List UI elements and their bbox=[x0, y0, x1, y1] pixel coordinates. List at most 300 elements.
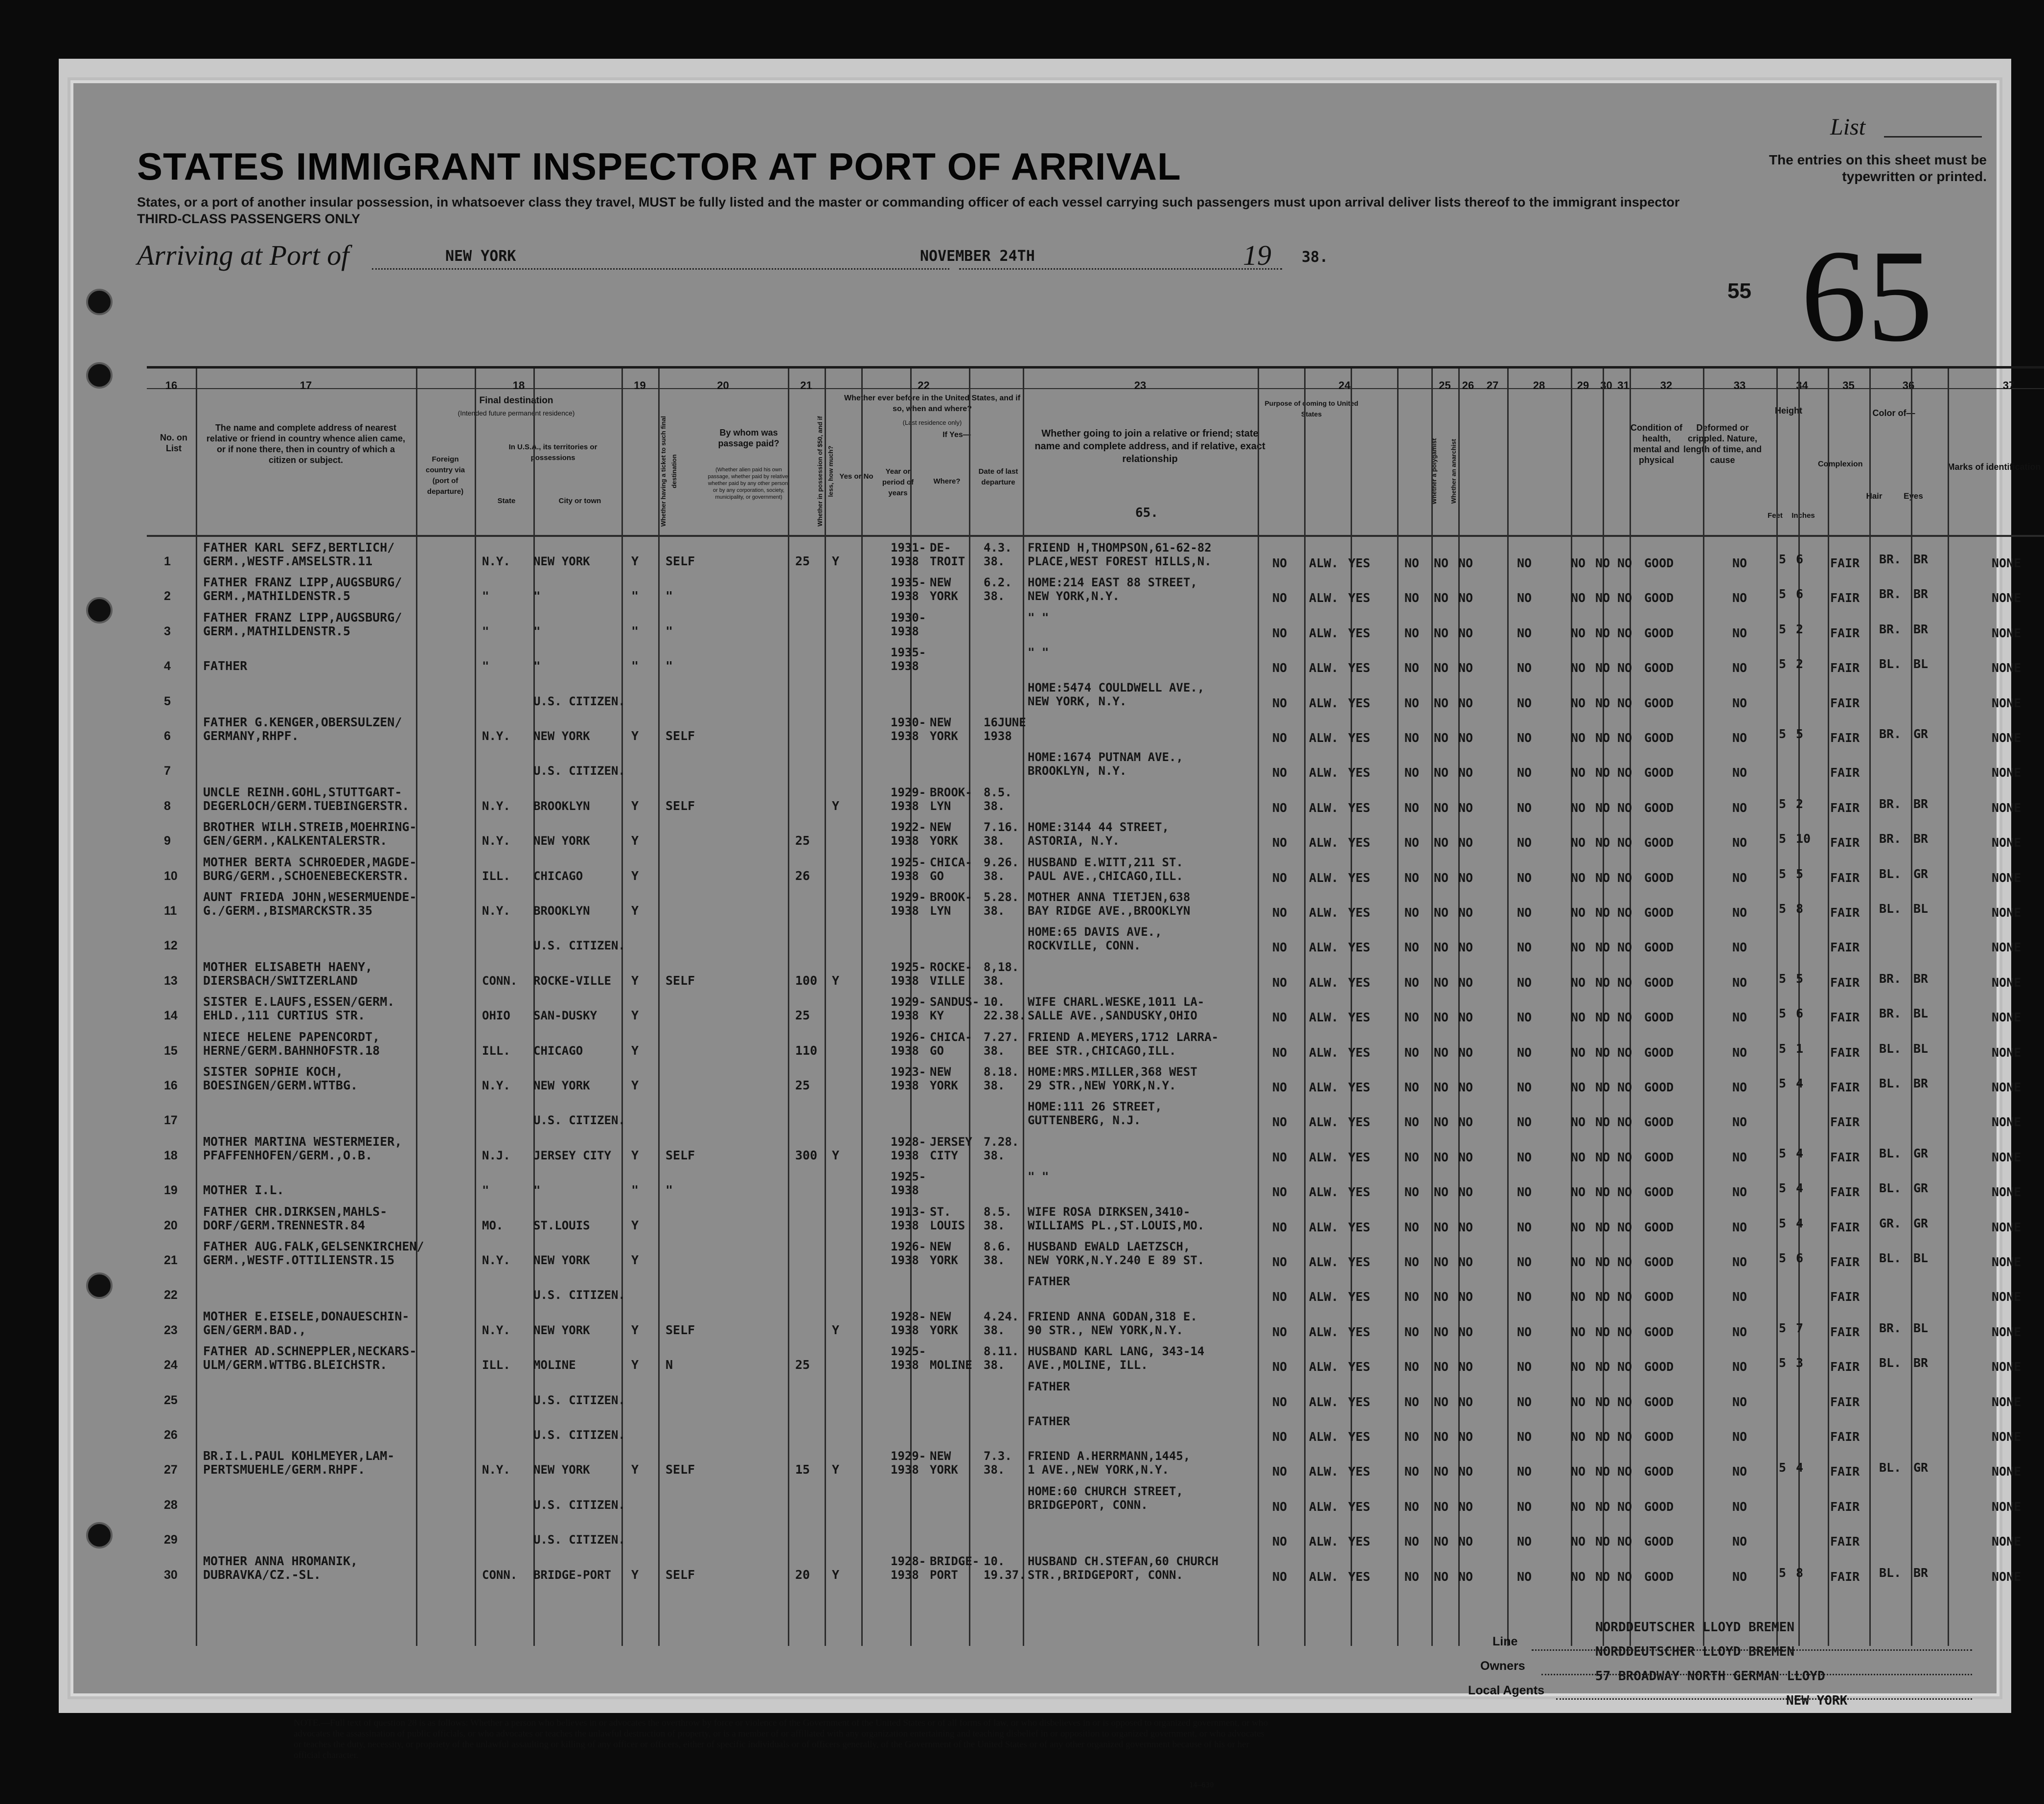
purpose-1: NO bbox=[1272, 625, 1287, 640]
paid-by-value: SELF bbox=[666, 798, 695, 813]
marks-value: NONE bbox=[1992, 1220, 2021, 1234]
destination-city: NEW YORK bbox=[533, 1079, 590, 1092]
q30: NO bbox=[1595, 1045, 1610, 1060]
health-value: GOOD bbox=[1644, 800, 1674, 815]
eyes-value: GR bbox=[1913, 866, 1929, 881]
height-inches: 2 bbox=[1796, 657, 1804, 671]
row-number: 4 bbox=[164, 659, 171, 673]
ticket-value: Y bbox=[631, 1253, 639, 1267]
before-yes-no: Y bbox=[832, 973, 840, 988]
health-value: GOOD bbox=[1644, 1290, 1674, 1304]
year-line-1: 1925- bbox=[891, 1170, 926, 1184]
marks-value: NONE bbox=[1992, 1045, 2021, 1060]
row-number: 28 bbox=[164, 1498, 178, 1512]
date-value: NOVEMBER 24TH bbox=[920, 248, 1035, 265]
height-inches: 4 bbox=[1796, 1146, 1804, 1160]
where-line-1: NEW bbox=[930, 716, 951, 729]
q30: NO bbox=[1595, 1220, 1610, 1234]
destination-city: U.S. CITIZEN. bbox=[533, 1533, 625, 1547]
height-inches: 4 bbox=[1796, 1216, 1804, 1230]
purpose-2: ALW. bbox=[1309, 905, 1339, 920]
purpose-2: ALW. bbox=[1309, 591, 1339, 605]
q25: NO bbox=[1404, 1534, 1420, 1549]
q30: NO bbox=[1595, 661, 1610, 675]
hair-value: BL. bbox=[1879, 1076, 1902, 1090]
q27: NO bbox=[1458, 835, 1473, 850]
q26: NO bbox=[1434, 975, 1449, 990]
deformed-value: NO bbox=[1732, 905, 1747, 920]
table-row bbox=[147, 1551, 2044, 1586]
column-number: 23 bbox=[1134, 379, 1147, 392]
eyes-value: GR bbox=[1913, 727, 1929, 741]
q30: NO bbox=[1595, 1010, 1610, 1025]
q29: NO bbox=[1571, 1394, 1586, 1409]
q25: NO bbox=[1404, 905, 1420, 920]
purpose-1: NO bbox=[1272, 1045, 1287, 1060]
relative-line-1: NIECE HELENE PAPENCORDT, bbox=[203, 1029, 380, 1044]
relative-line-2: G./GERM.,BISMARCKSTR.35 bbox=[203, 903, 373, 918]
column-number: 26 bbox=[1462, 379, 1474, 392]
joining-line-1: HOME:214 EAST 88 STREET, bbox=[1028, 576, 1197, 590]
q30: NO bbox=[1595, 1255, 1610, 1269]
table-row bbox=[147, 1306, 2044, 1341]
row-number: 6 bbox=[164, 729, 171, 743]
column-number: 21 bbox=[800, 379, 812, 392]
height-inches: 6 bbox=[1796, 1251, 1804, 1265]
height-feet: 5 bbox=[1779, 1041, 1787, 1056]
purpose-1: NO bbox=[1272, 695, 1287, 710]
table-row bbox=[147, 712, 2044, 747]
destination-city: JERSEY CITY bbox=[533, 1148, 611, 1162]
destination-city: " bbox=[533, 659, 541, 673]
q25: NO bbox=[1404, 870, 1420, 885]
relative-line-2: PERTSMUEHLE/GERM.RHPF. bbox=[203, 1462, 366, 1477]
table-row bbox=[147, 1481, 2044, 1516]
eyes-value: BR bbox=[1913, 1565, 1929, 1580]
q31: NO bbox=[1617, 1010, 1632, 1025]
year-line-1: 1935- bbox=[891, 646, 926, 660]
q27: NO bbox=[1458, 1080, 1473, 1094]
joining-line-2: BEE STR.,CHICAGO,ILL. bbox=[1028, 1043, 1176, 1058]
ticket-value: " bbox=[631, 659, 639, 673]
header-polygamist: Whether a polygamist bbox=[1430, 438, 1438, 505]
q29: NO bbox=[1571, 905, 1586, 920]
destination-city: BRIDGE-PORT bbox=[533, 1568, 611, 1582]
joining-line-1: " " bbox=[1028, 1170, 1049, 1184]
q28: NO bbox=[1517, 661, 1532, 675]
q31: NO bbox=[1617, 975, 1632, 990]
where-line-2: YORK bbox=[930, 589, 958, 603]
q29: NO bbox=[1571, 731, 1586, 745]
q31: NO bbox=[1617, 1080, 1632, 1094]
where-line-2: YORK bbox=[930, 1323, 958, 1337]
purpose-3: YES bbox=[1348, 1534, 1371, 1549]
departure-line-2: 22.38. bbox=[984, 1009, 1026, 1023]
joining-line-1: MOTHER ANNA TIETJEN,638 bbox=[1028, 890, 1191, 904]
destination-state: ILL. bbox=[482, 869, 510, 883]
q31: NO bbox=[1617, 940, 1632, 955]
complexion-value: FAIR bbox=[1830, 1255, 1860, 1269]
q27: NO bbox=[1458, 870, 1473, 885]
eyes-value: BR bbox=[1913, 587, 1929, 601]
joining-line-1: " " bbox=[1028, 610, 1049, 624]
q27: NO bbox=[1458, 1569, 1473, 1584]
table-row bbox=[147, 677, 2044, 712]
manifest-table bbox=[147, 366, 2044, 1646]
table-row bbox=[147, 537, 2044, 572]
complexion-value: FAIR bbox=[1830, 1080, 1860, 1094]
where-line-2: CITY bbox=[930, 1148, 958, 1162]
q28: NO bbox=[1517, 835, 1532, 850]
port-fill-line bbox=[372, 268, 949, 270]
q25: NO bbox=[1404, 661, 1420, 675]
complexion-value: FAIR bbox=[1830, 800, 1860, 815]
destination-city: CHICAGO bbox=[533, 869, 583, 883]
q25: NO bbox=[1404, 1464, 1420, 1479]
row-number: 18 bbox=[164, 1148, 178, 1162]
row-number: 23 bbox=[164, 1323, 178, 1337]
q25: NO bbox=[1404, 556, 1420, 570]
departure-line-1: 7.3. bbox=[984, 1449, 1012, 1463]
q29: NO bbox=[1571, 591, 1586, 605]
row-number: 27 bbox=[164, 1463, 178, 1477]
height-inches: 4 bbox=[1796, 1460, 1804, 1475]
relative-line-2: DEGERLOCH/GERM.TUEBINGERSTR. bbox=[203, 798, 410, 813]
destination-city: U.S. CITIZEN. bbox=[533, 1428, 625, 1442]
where-line-1: CHICA- bbox=[930, 855, 972, 869]
height-feet: 5 bbox=[1779, 866, 1787, 881]
q28: NO bbox=[1517, 905, 1532, 920]
complexion-value: FAIR bbox=[1830, 625, 1860, 640]
departure-line-2: 38. bbox=[984, 869, 1005, 883]
purpose-3: YES bbox=[1348, 1220, 1371, 1234]
purpose-3: YES bbox=[1348, 731, 1371, 745]
q27: NO bbox=[1458, 1150, 1473, 1164]
agents-value: 57 BROADWAY NORTH GERMAN LLOYD bbox=[1595, 1669, 1825, 1684]
eyes-value: BL bbox=[1913, 1041, 1929, 1056]
column-number: 25 bbox=[1439, 379, 1451, 392]
purpose-1: NO bbox=[1272, 765, 1287, 780]
where-line-2: YORK bbox=[930, 1079, 958, 1092]
purpose-2: ALW. bbox=[1309, 1010, 1339, 1025]
health-value: GOOD bbox=[1644, 591, 1674, 605]
q26: NO bbox=[1434, 835, 1449, 850]
paid-by-value: " bbox=[666, 659, 673, 673]
deformed-value: NO bbox=[1732, 661, 1747, 675]
purpose-2: ALW. bbox=[1309, 1045, 1339, 1060]
purpose-3: YES bbox=[1348, 1499, 1371, 1514]
deformed-value: NO bbox=[1732, 1255, 1747, 1269]
height-inches: 8 bbox=[1796, 1565, 1804, 1580]
q27: NO bbox=[1458, 1499, 1473, 1514]
complexion-value: FAIR bbox=[1830, 1394, 1860, 1409]
complexion-value: FAIR bbox=[1830, 1464, 1860, 1479]
complexion-value: FAIR bbox=[1830, 1185, 1860, 1200]
departure-line-1: 4.24. bbox=[984, 1309, 1019, 1323]
where-line-1: BROOK- bbox=[930, 890, 972, 904]
joining-line-1: FRIEND ANNA GODAN,318 E. bbox=[1028, 1309, 1197, 1323]
q25: NO bbox=[1404, 1150, 1420, 1164]
where-line-1: BRIDGE- bbox=[930, 1554, 980, 1568]
table-row bbox=[147, 1411, 2044, 1446]
header-paid-by: By whom was passage paid? bbox=[718, 428, 780, 448]
destination-state: ILL. bbox=[482, 1043, 510, 1058]
health-value: GOOD bbox=[1644, 975, 1674, 990]
height-inches: 5 bbox=[1796, 971, 1804, 986]
destination-state: MO. bbox=[482, 1218, 504, 1232]
departure-line-1: 8.11. bbox=[984, 1344, 1019, 1359]
q31: NO bbox=[1617, 591, 1632, 605]
year-line-1: 1923- bbox=[891, 1065, 926, 1079]
q26: NO bbox=[1434, 1464, 1449, 1479]
ticket-value: Y bbox=[631, 1078, 639, 1092]
joining-line-1: FATHER bbox=[1028, 1414, 1070, 1428]
departure-line-2: 38. bbox=[984, 1358, 1005, 1372]
year-line-2: 1938 bbox=[891, 589, 919, 603]
q31: NO bbox=[1617, 1360, 1632, 1374]
relative-line-2: MOTHER I.L. bbox=[203, 1183, 284, 1198]
purpose-1: NO bbox=[1272, 1464, 1287, 1479]
where-line-1: NEW bbox=[930, 1309, 951, 1323]
q28: NO bbox=[1517, 1290, 1532, 1304]
eyes-value: BR bbox=[1913, 796, 1929, 811]
hair-value: BR. bbox=[1879, 796, 1902, 811]
q27: NO bbox=[1458, 1430, 1473, 1444]
relative-line-2: BURG/GERM.,SCHOENEBECKERSTR. bbox=[203, 868, 410, 883]
arriving-label: Arriving at Port of bbox=[137, 239, 349, 271]
year-line-1: 1926- bbox=[891, 1240, 926, 1253]
header-yes-no: Yes or No bbox=[839, 472, 873, 481]
q26: NO bbox=[1434, 1499, 1449, 1514]
where-line-2: YORK bbox=[930, 834, 958, 848]
deformed-value: NO bbox=[1732, 695, 1747, 710]
header-in-usa: In U.S.A., its territories or possessions bbox=[508, 443, 597, 462]
q30: NO bbox=[1595, 835, 1610, 850]
destination-city: NEW YORK bbox=[533, 1323, 590, 1337]
q31: NO bbox=[1617, 556, 1632, 570]
height-inches: 5 bbox=[1796, 727, 1804, 741]
ticket-value: Y bbox=[631, 554, 639, 568]
port-value: NEW YORK bbox=[445, 248, 516, 265]
deformed-value: NO bbox=[1732, 1464, 1747, 1479]
table-row bbox=[147, 1062, 2044, 1096]
q31: NO bbox=[1617, 1255, 1632, 1269]
complexion-value: FAIR bbox=[1830, 905, 1860, 920]
departure-line-1: 8,18. bbox=[984, 960, 1019, 974]
q28: NO bbox=[1517, 695, 1532, 710]
purpose-2: ALW. bbox=[1309, 835, 1339, 850]
purpose-1: NO bbox=[1272, 1534, 1287, 1549]
q28: NO bbox=[1517, 1185, 1532, 1200]
purpose-3: YES bbox=[1348, 1430, 1371, 1444]
destination-city: U.S. CITIZEN. bbox=[533, 1393, 625, 1407]
purpose-1: NO bbox=[1272, 800, 1287, 815]
relative-line-1: FATHER FRANZ LIPP,AUGSBURG/ bbox=[203, 610, 402, 624]
paid-by-value: " bbox=[666, 1183, 673, 1198]
marks-value: NONE bbox=[1992, 800, 2021, 815]
where-line-2: PORT bbox=[930, 1568, 958, 1582]
q28: NO bbox=[1517, 1045, 1532, 1060]
table-row bbox=[147, 817, 2044, 852]
health-value: GOOD bbox=[1644, 661, 1674, 675]
owners-label: Owners bbox=[1480, 1659, 1525, 1673]
departure-line-2: 38. bbox=[984, 1079, 1005, 1092]
where-line-2: GO bbox=[930, 1043, 944, 1058]
q31: NO bbox=[1617, 870, 1632, 885]
purpose-2: ALW. bbox=[1309, 1115, 1339, 1130]
purpose-3: YES bbox=[1348, 1115, 1371, 1130]
complexion-value: FAIR bbox=[1830, 1324, 1860, 1339]
column-number: 18 bbox=[512, 379, 525, 392]
q26: NO bbox=[1434, 1430, 1449, 1444]
ticket-value: Y bbox=[631, 868, 639, 883]
header-purpose: Purpose of coming to United States bbox=[1264, 399, 1358, 418]
year-line-1: 1929- bbox=[891, 995, 926, 1009]
row-number: 19 bbox=[164, 1183, 178, 1198]
q27: NO bbox=[1458, 1045, 1473, 1060]
destination-state: " bbox=[482, 1183, 489, 1198]
destination-city: ROCKE-VILLE bbox=[533, 973, 611, 988]
header-foreign-country: Foreign country via (port of departure) bbox=[425, 455, 465, 496]
q29: NO bbox=[1571, 1045, 1586, 1060]
deformed-value: NO bbox=[1732, 975, 1747, 990]
q25: NO bbox=[1404, 800, 1420, 815]
q25: NO bbox=[1404, 1324, 1420, 1339]
deformed-value: NO bbox=[1732, 1569, 1747, 1584]
departure-line-2: 38. bbox=[984, 799, 1005, 813]
purpose-1: NO bbox=[1272, 1185, 1287, 1200]
row-number: 29 bbox=[164, 1533, 178, 1547]
year-line-1: 1925- bbox=[891, 960, 926, 974]
q29: NO bbox=[1571, 1290, 1586, 1304]
complexion-value: FAIR bbox=[1830, 870, 1860, 885]
deformed-value: NO bbox=[1732, 1220, 1747, 1234]
binder-hole bbox=[86, 1522, 113, 1549]
q29: NO bbox=[1571, 661, 1586, 675]
q29: NO bbox=[1571, 1115, 1586, 1130]
where-line-1: CHICA- bbox=[930, 1030, 972, 1044]
where-line-1: NEW bbox=[930, 1449, 951, 1463]
marks-value: NONE bbox=[1992, 1394, 2021, 1409]
q27: NO bbox=[1458, 1290, 1473, 1304]
relative-line-2: DORF/GERM.TRENNESTR.84 bbox=[203, 1218, 366, 1232]
row-number: 3 bbox=[164, 624, 171, 638]
purpose-2: ALW. bbox=[1309, 1499, 1339, 1514]
money-value: 25 bbox=[795, 554, 810, 568]
q28: NO bbox=[1517, 625, 1532, 640]
purpose-2: ALW. bbox=[1309, 1324, 1339, 1339]
height-feet: 5 bbox=[1779, 587, 1787, 601]
joining-line-2: 90 STR., NEW YORK,N.Y. bbox=[1028, 1323, 1183, 1337]
destination-city: BROOKLYN bbox=[533, 904, 590, 918]
q27: NO bbox=[1458, 1220, 1473, 1234]
joining-line-1: FRIEND A.MEYERS,1712 LARRA- bbox=[1028, 1030, 1219, 1044]
header-before-us: Whether ever before in the United States, and if so, when and where? bbox=[844, 394, 1021, 413]
destination-state: " bbox=[482, 589, 489, 603]
purpose-1: NO bbox=[1272, 1115, 1287, 1130]
ticket-value: Y bbox=[631, 833, 639, 848]
eyes-value: GR bbox=[1913, 1460, 1929, 1475]
q29: NO bbox=[1571, 870, 1586, 885]
departure-line-1: 5.28. bbox=[984, 890, 1019, 904]
q25: NO bbox=[1404, 1360, 1420, 1374]
year-line-2: 1938 bbox=[891, 1568, 919, 1582]
header-condition: Condition of health, mental and physical bbox=[1631, 423, 1682, 465]
marks-value: NONE bbox=[1992, 940, 2021, 955]
joining-line-2: BRIDGEPORT, CONN. bbox=[1028, 1498, 1148, 1512]
q30: NO bbox=[1595, 1324, 1610, 1339]
relative-line-2: GEN/GERM.BAD., bbox=[203, 1322, 306, 1337]
header-anarchist: Whether an anarchist bbox=[1450, 439, 1457, 504]
q31: NO bbox=[1617, 1290, 1632, 1304]
q29: NO bbox=[1571, 800, 1586, 815]
year-line-1: 1925- bbox=[891, 855, 926, 869]
before-yes-no: Y bbox=[832, 798, 840, 813]
year-line-1: 1931- bbox=[891, 541, 926, 555]
departure-line-2: 38. bbox=[984, 1043, 1005, 1058]
header-color-of: Color of— bbox=[1872, 408, 1915, 418]
hair-value: BR. bbox=[1879, 832, 1902, 846]
q29: NO bbox=[1571, 1324, 1586, 1339]
before-yes-no: Y bbox=[832, 1322, 840, 1337]
eyes-value: GR bbox=[1913, 1146, 1929, 1160]
relative-line-1: FATHER CHR.DIRKSEN,MAHLS- bbox=[203, 1204, 388, 1219]
q25: NO bbox=[1404, 1290, 1420, 1304]
complexion-value: FAIR bbox=[1830, 940, 1860, 955]
row-number: 2 bbox=[164, 589, 171, 603]
marks-value: NONE bbox=[1992, 1255, 2021, 1269]
destination-city: MOLINE bbox=[533, 1358, 576, 1372]
height-inches: 6 bbox=[1796, 587, 1804, 601]
year-line-2: 1938 bbox=[891, 799, 919, 813]
year-line-2: 1938 bbox=[891, 1079, 919, 1092]
year-line-1: 1930- bbox=[891, 716, 926, 729]
q26: NO bbox=[1434, 800, 1449, 815]
page-title: STATES IMMIGRANT INSPECTOR AT PORT OF ARRIVAL bbox=[137, 145, 1181, 188]
health-value: GOOD bbox=[1644, 940, 1674, 955]
purpose-3: YES bbox=[1348, 591, 1371, 605]
year-line-2: 1938 bbox=[891, 1253, 919, 1267]
q31: NO bbox=[1617, 1220, 1632, 1234]
height-inches: 3 bbox=[1796, 1356, 1804, 1370]
header-state: State bbox=[497, 497, 516, 505]
joining-line-1: HOME:3144 44 STREET, bbox=[1028, 820, 1169, 834]
q26: NO bbox=[1434, 940, 1449, 955]
q26: NO bbox=[1434, 1290, 1449, 1304]
q29: NO bbox=[1571, 975, 1586, 990]
binder-hole bbox=[86, 289, 113, 315]
where-line-1: DE- bbox=[930, 541, 951, 555]
purpose-3: YES bbox=[1348, 800, 1371, 815]
year-line-1: 1913- bbox=[891, 1204, 926, 1219]
deformed-value: NO bbox=[1732, 765, 1747, 780]
table-row bbox=[147, 642, 2044, 677]
q28: NO bbox=[1517, 870, 1532, 885]
purpose-2: ALW. bbox=[1309, 1569, 1339, 1584]
q26: NO bbox=[1434, 556, 1449, 570]
q28: NO bbox=[1517, 1324, 1532, 1339]
purpose-1: NO bbox=[1272, 1499, 1287, 1514]
year-line-2: 1938 bbox=[891, 1043, 919, 1058]
year-line-2: 1938 bbox=[891, 1183, 919, 1198]
q26: NO bbox=[1434, 591, 1449, 605]
where-line-2: GO bbox=[930, 869, 944, 883]
joining-line-2: WILLIAMS PL.,ST.LOUIS,MO. bbox=[1028, 1218, 1205, 1232]
deformed-value: NO bbox=[1732, 1324, 1747, 1339]
relative-line-1: FATHER FRANZ LIPP,AUGSBURG/ bbox=[203, 575, 402, 590]
manifest-sheet bbox=[73, 83, 2041, 1789]
footer-note: NOTE.—Full text of question 28 is as follows: Whether a person who believes in or advocates the overthrow by force or violence of the Government of the United States or of all forms of law, or who disbelieves in or is opposed to organized government, or who advocates the assassination of public officials, or who advocates or teaches the unlawful destruction of property, or is a member of or affiliated with any organization entertaining and teaching disbelief in or opposition to organized government, or who advocates or teaches the duty, necessity, or propriety of the unlawful assaulting or killing of any officer or officers, either of specific individuals or of officers generally, of the Government of the United States or of any other organized government because of his or her official character. bbox=[294, 1718, 1268, 1760]
